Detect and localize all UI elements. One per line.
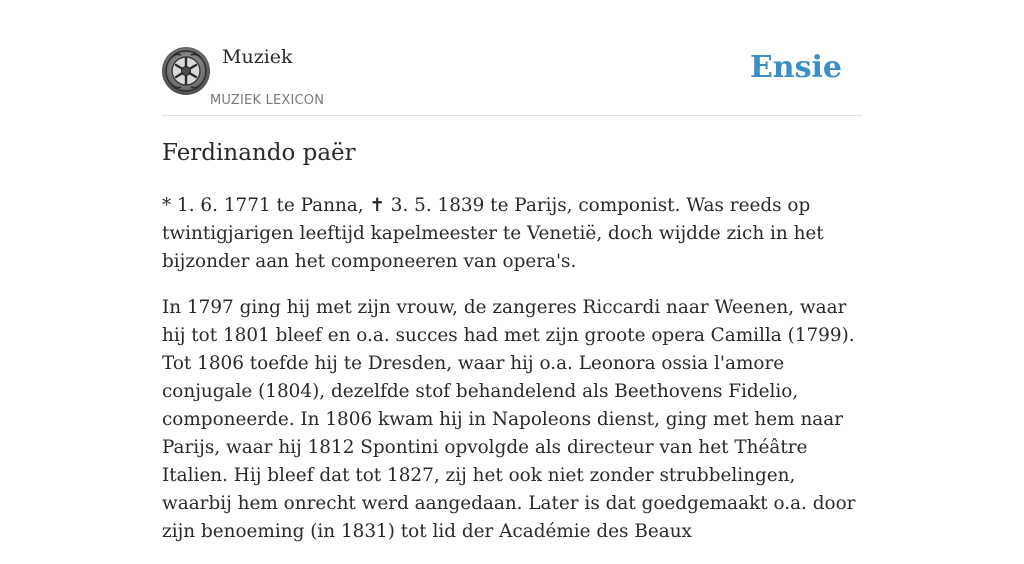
page-container	[162, 0, 862, 542]
dagger-icon: ✝	[369, 195, 385, 216]
paragraph-text: 3. 5. 1839 te Parijs, componist. Was reeds op twintigjarigen leeftijd kapelmeester te Venetië, doch wijdde zich in het bijzonder aan het componeeren van opera's.	[162, 195, 824, 272]
source-avatar[interactable]	[162, 47, 210, 95]
birth-info: * 1. 6. 1771 te Panna,	[162, 195, 364, 216]
article-title: Ferdinando paër	[162, 140, 356, 166]
header	[162, 0, 862, 116]
brand-logo-link[interactable]: Ensie	[749, 50, 842, 85]
source-subtitle: MUZIEK LEXICON	[210, 93, 325, 108]
article-paragraph: In 1797 ging hij met zijn vrouw, de zangeres Riccardi naar Weenen, waar hij tot 1801 bleef en o.a. succes had met zijn groote opera Camilla (1799). Tot 1806 toefde hij te Dresden, waar hij o.a. Leonora ossia l'amore conjugale (1804), dezelfde stof behandelend als Beethovens Fidelio, componeerde. In 1806 kwam hij in Napoleons dienst, ging met hem naar Parijs, waar hij 1812 Spontini opvolgde als directeur van het Théâtre Italien. Hij bleef dat tot 1827, zij het ook niet zonder strubbelingen, waarbij hem onrecht werd aangedaan. Later is dat goedgemaakt o.a. door zijn benoeming (in 1831) tot lid der Académie des Beaux	[162, 297, 856, 542]
emblem-icon	[162, 47, 210, 95]
article-body	[162, 192, 862, 564]
article-paragraph	[162, 192, 862, 276]
source-title-link[interactable]: Muziek	[222, 46, 293, 68]
